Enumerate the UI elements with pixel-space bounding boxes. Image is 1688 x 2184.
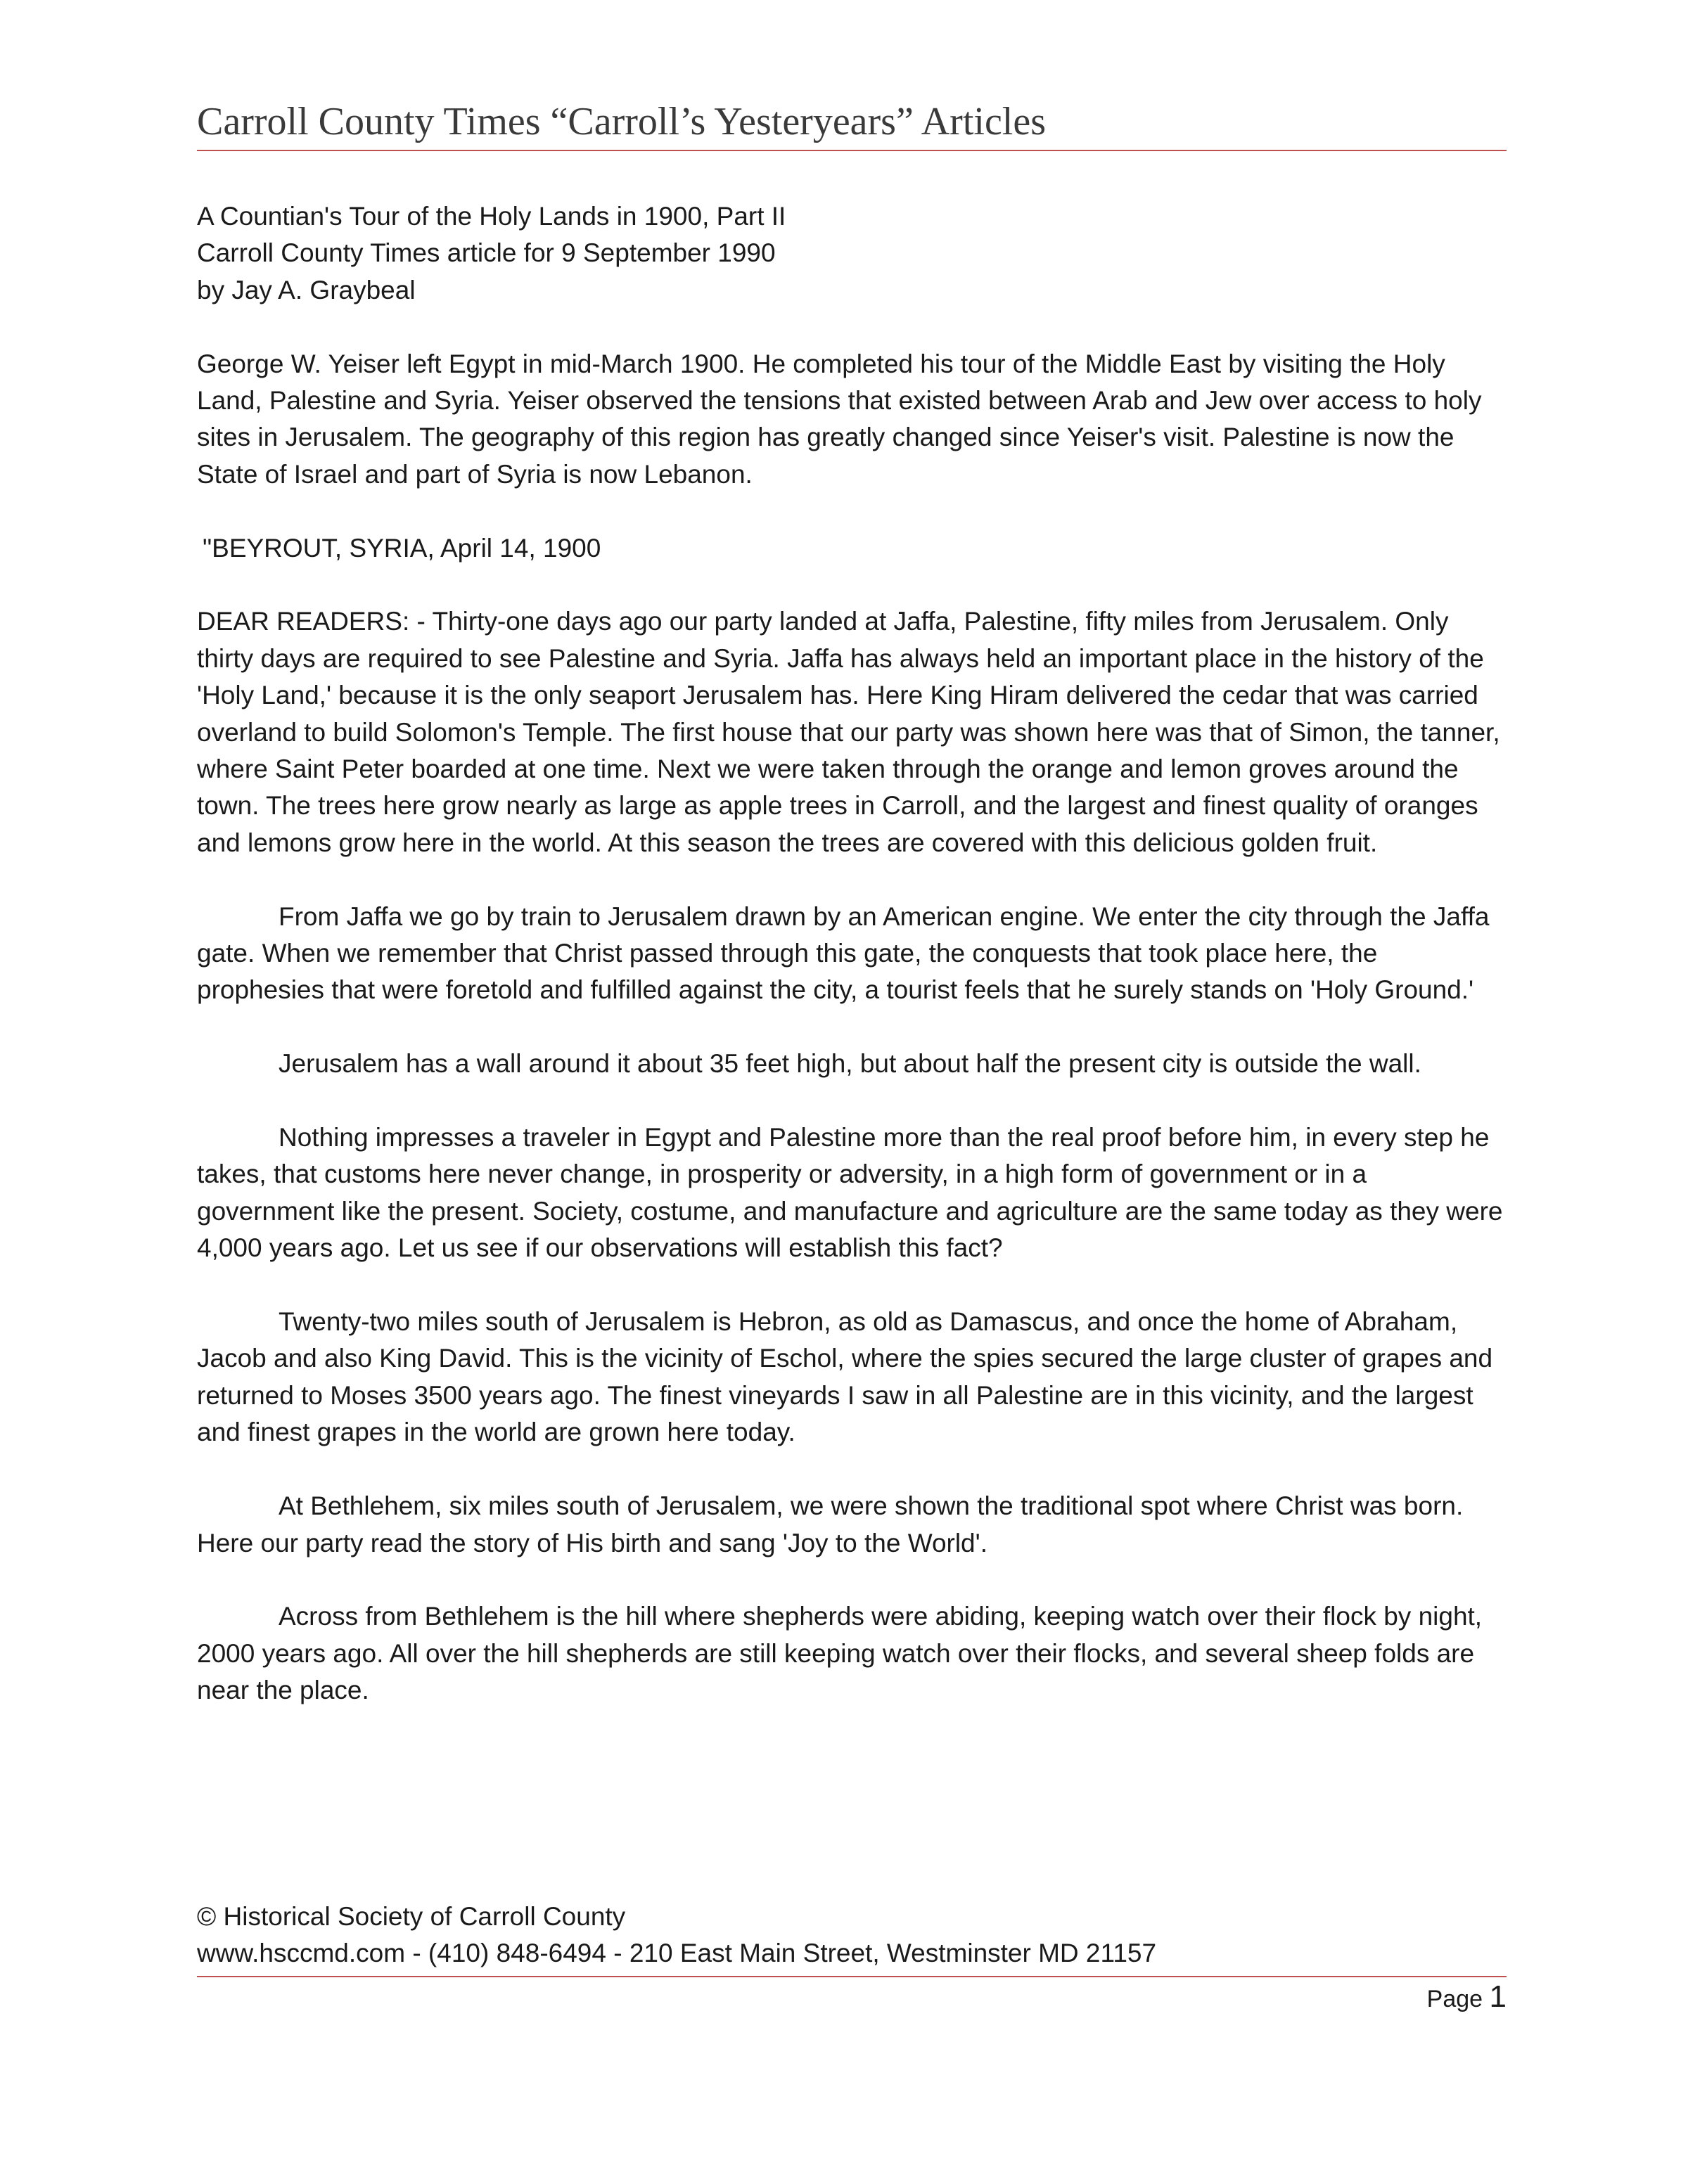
page-header <box>197 98 1507 151</box>
header-title: Carroll County Times “Carroll’s Yesteryears” Articles <box>197 100 1047 143</box>
page-number-value: 1 <box>1489 1979 1507 2014</box>
article-title: A Countian's Tour of the Holy Lands in 1900, Part II <box>197 202 786 231</box>
letter-paragraph: Nothing impresses a traveler in Egypt and Palestine more than the real proof before him, in every step he takes, that customs here never change, in prosperity or adversity, in a high form of government or in a government like the present. Society, costume, and manufacture and agriculture are the same today as they were 4,000 years ago. Let us see if our observations will establish this fact? <box>197 1123 1503 1263</box>
page-number <box>197 1981 1507 2015</box>
letter-paragraph: Jerusalem has a wall around it about 35 feet high, but about half the present city is outside the wall. <box>279 1049 1421 1079</box>
article-byline: by Jay A. Graybeal <box>197 275 416 304</box>
page-number-label: Page <box>1426 1986 1483 2012</box>
footer-rule <box>197 1976 1507 1977</box>
header-rule <box>197 150 1507 151</box>
footer-copyright: © Historical Society of Carroll County <box>197 1902 626 1931</box>
article-intro: George W. Yeiser left Egypt in mid-March 1900. He completed his tour of the Middle East by visiting the Holy Land, Palestine and Syria. Yeiser observed the tensions that existed between Arab and Jew over access to holy sites in Jerusalem. The geography of this region has greatly changed since Yeiser's visit. Palestine is now the State of Israel and part of Syria is now Lebanon. <box>197 349 1482 489</box>
page-footer <box>197 1899 1507 2015</box>
letter-dateline: "BEYROUT, SYRIA, April 14, 1900 <box>203 533 601 563</box>
article-body <box>197 198 1507 1746</box>
article-source: Carroll County Times article for 9 September 1990 <box>197 238 776 268</box>
letter-paragraph: Twenty-two miles south of Jerusalem is Hebron, as old as Damascus, and once the home of Abraham, Jacob and also King David. This is the vicinity of Eschol, where the spies secured the large cluster of grapes and returned to Moses 3500 years ago. The finest vineyards I saw in all Palestine are in this vicinity, and the largest and finest grapes in the world are grown here today. <box>197 1307 1493 1447</box>
letter-paragraph: From Jaffa we go by train to Jerusalem drawn by an American engine. We enter the city through the Jaffa gate. When we remember that Christ passed through this gate, the conquests that took place here, the prophesies that were foretold and fulfilled against the city, a tourist feels that he surely stands on 'Holy Ground.' <box>197 901 1490 1005</box>
letter-paragraph: At Bethlehem, six miles south of Jerusalem, we were shown the traditional spot where Christ was born. Here our party read the story of His birth and sang 'Joy to the World'. <box>197 1491 1464 1557</box>
article-meta <box>197 198 1507 309</box>
footer-contact: www.hsccmd.com - (410) 848-6494 - 210 East Main Street, Westminster MD 21157 <box>197 1939 1157 1967</box>
letter-paragraph: DEAR READERS: - Thirty-one days ago our party landed at Jaffa, Palestine, fifty miles from Jerusalem. Only thirty days are required to see Palestine and Syria. Jaffa has always held an important place in the history of the 'Holy Land,' because it is the only seaport Jerusalem has. Here King Hiram delivered the cedar that was carried overland to build Solomon's Temple. The first house that our party was shown here was that of Simon, the tanner, where Saint Peter boarded at one time. Next we were taken through the orange and lemon groves around the town. The trees here grow nearly as large as apple trees in Carroll, and the largest and finest quality of oranges and lemons grow here in the world. At this season the trees are covered with this delicious golden fruit. <box>197 607 1500 857</box>
letter-paragraph: Across from Bethlehem is the hill where shepherds were abiding, keeping watch over their flock by night, 2000 years ago. All over the hill shepherds are still keeping watch over their flocks, and several sheep folds are near the place. <box>197 1602 1483 1705</box>
